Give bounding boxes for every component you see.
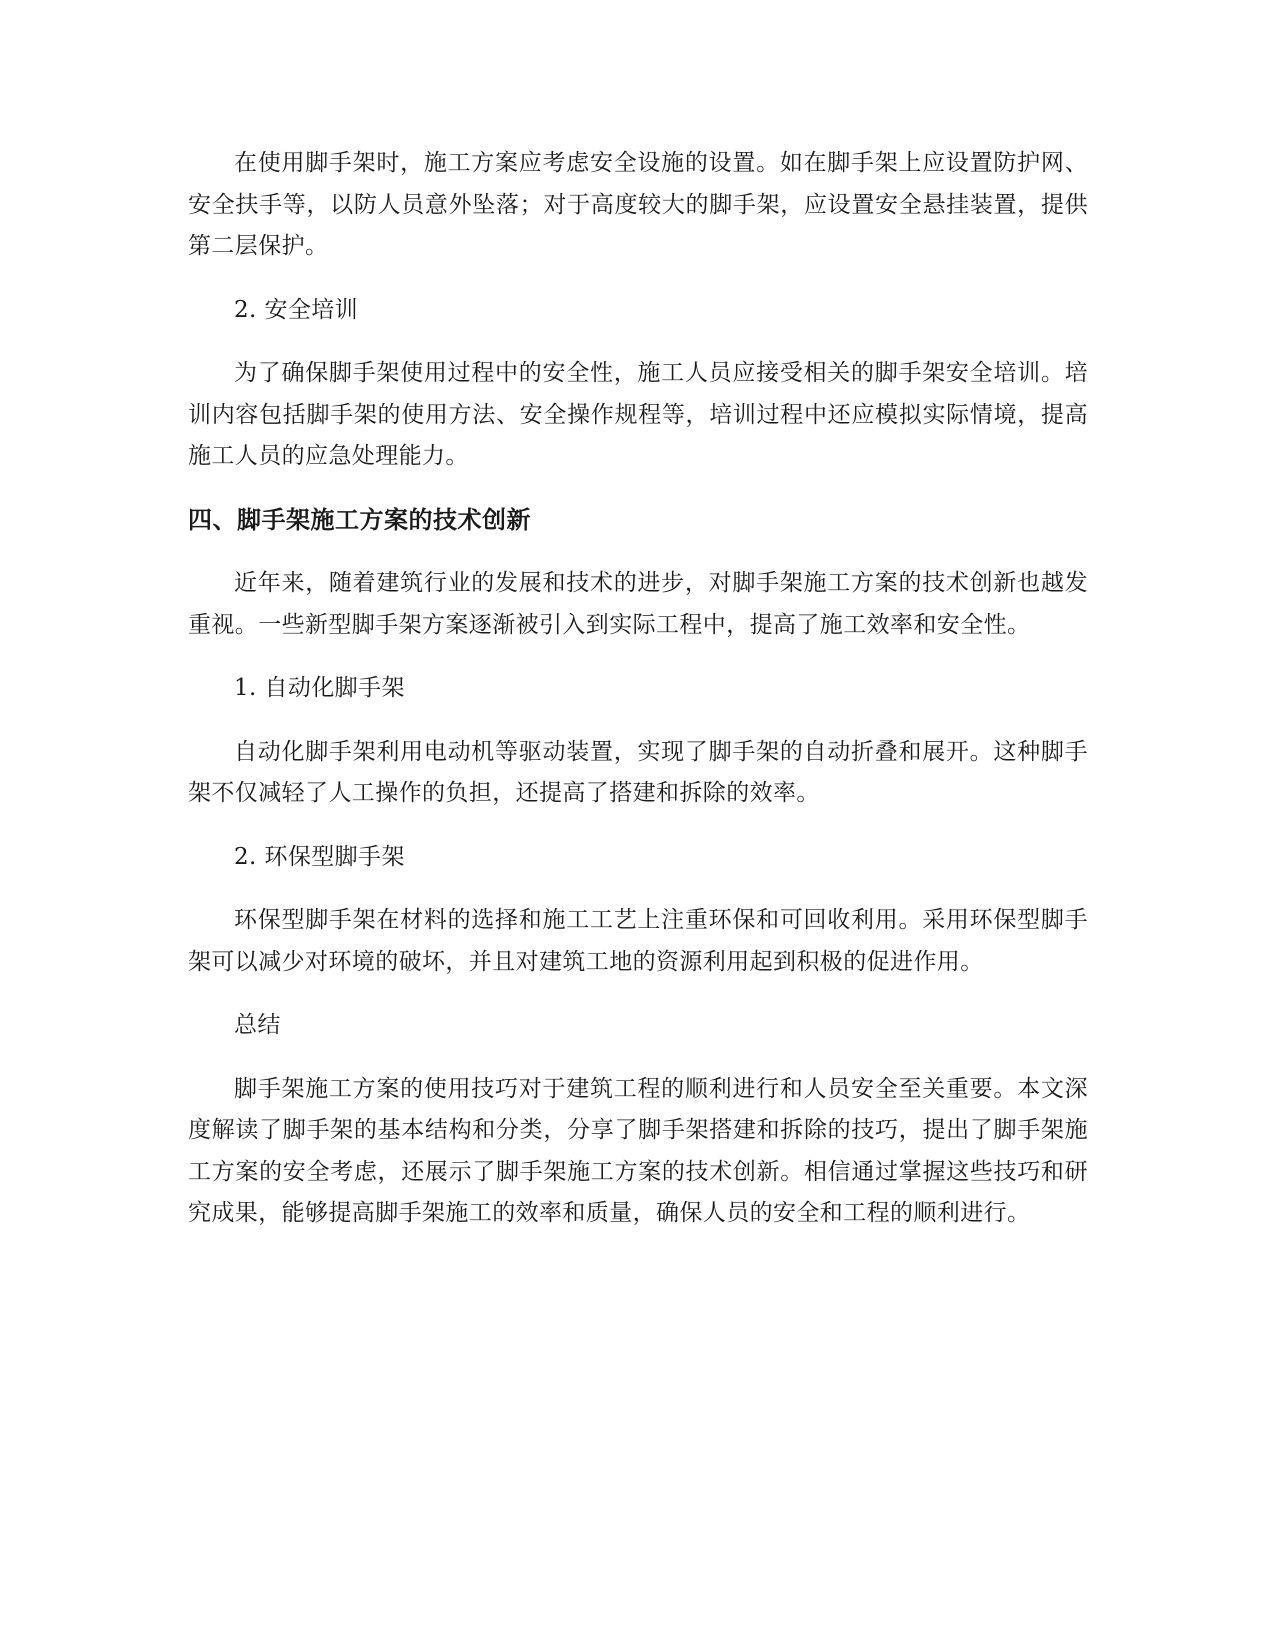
paragraph-summary: 脚手架施工方案的使用技巧对于建筑工程的顺利进行和人员安全至关重要。本文深度解读了脚手架的基本结构和分类，分享了脚手架搭建和拆除的技巧，提出了脚手架施工方案的安全考虑，还展示了脚手架施工方案的技术创新。相信通过掌握这些技巧和研究成果，能够提高脚手架施工的效率和质量，确保人员的安全和工程的顺利进行。 [188, 1075, 1088, 1226]
section-heading-technical-innovation: 四、脚手架施工方案的技术创新 [188, 505, 531, 534]
document-body [188, 143, 1088, 1257]
subheading-summary: 总结 [234, 1012, 281, 1038]
paragraph-eco-scaffold: 环保型脚手架在材料的选择和施工工艺上注重环保和可回收利用。采用环保型脚手架可以减少对环境的破坏，并且对建筑工地的资源利用起到积极的促进作用。 [188, 907, 1088, 975]
paragraph-safety-facilities: 在使用脚手架时，施工方案应考虑安全设施的设置。如在脚手架上应设置防护网、安全扶手等，以防人员意外坠落；对于高度较大的脚手架，应设置安全悬挂装置，提供第二层保护。 [188, 150, 1088, 259]
subheading-safety-training: 2. 安全培训 [234, 296, 359, 323]
paragraph-innovation-intro: 近年来，随着建筑行业的发展和技术的进步，对脚手架施工方案的技术创新也越发重视。一些新型脚手架方案逐渐被引入到实际工程中，提高了施工效率和安全性。 [188, 570, 1088, 638]
subheading-automated-scaffold: 1. 自动化脚手架 [234, 675, 405, 701]
subheading-eco-scaffold: 2. 环保型脚手架 [234, 843, 405, 870]
paragraph-automated-scaffold: 自动化脚手架利用电动机等驱动装置，实现了脚手架的自动折叠和展开。这种脚手架不仅减轻了人工操作的负担，还提高了搭建和拆除的效率。 [188, 738, 1088, 806]
paragraph-safety-training: 为了确保脚手架使用过程中的安全性，施工人员应接受相关的脚手架安全培训。培训内容包括脚手架的使用方法、安全操作规程等，培训过程中还应模拟实际情境，提高施工人员的应急处理能力。 [188, 360, 1088, 469]
